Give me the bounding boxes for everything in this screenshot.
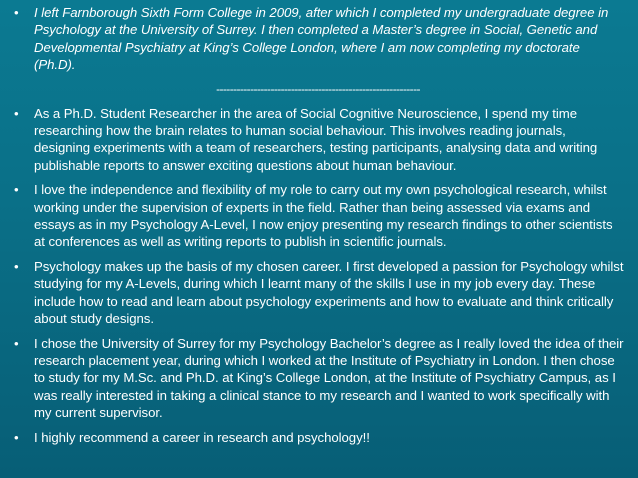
bullet-marker: • <box>14 5 19 20</box>
bullet-item <box>12 429 624 446</box>
bullet-item <box>12 258 624 328</box>
bullet-item <box>12 105 624 175</box>
bullet-marker: • <box>14 182 19 198</box>
bullet-marker: • <box>14 429 19 445</box>
bullet-text: I chose the University of Surrey for my Psychology Bachelor’s degree as I really loved the idea of their research placement year, during which I worked at the Institute of Psychiatry in London. I then chose to study for my M.Sc. and Ph.D. at King’s College London, at the Institute of Psychiatry Campus, as I was really interested in taking a clinical stance to my research and I wanted to work specifically with my current supervisor. <box>34 335 624 421</box>
bullet-item <box>12 181 624 251</box>
bullet-text: Psychology makes up the basis of my chosen career. I first developed a passion for Psychology whilst studying for my A-Levels, during which I learnt many of the skills I use in my job every day. These include how to read and learn about psychology experiments and how to evaluate and think critically about study designs. <box>34 258 624 327</box>
bullet-marker: • <box>14 258 19 274</box>
bullet-text: I love the independence and flexibility of my role to carry out my own psychological research, whilst working under the supervision of experts in the field. Rather than being assessed via exams and essays as in my Psychology A-Level, I now enjoy presenting my research findings to other scientists at conferences as well as writing reports to publish in scientific journals. <box>34 182 613 250</box>
section-divider: ------------------------------------------------------------ <box>216 81 420 96</box>
bullet-item <box>12 335 624 422</box>
bullet-marker: • <box>14 105 19 121</box>
intro-bullet <box>12 4 624 74</box>
bullet-marker: • <box>14 335 19 351</box>
bullet-text: As a Ph.D. Student Researcher in the area of Social Cognitive Neuroscience, I spend my time researching how the brain relates to human social behaviour. This involves reading journals, designing experiments with a team of researchers, testing participants, analysing data and writing publishable reports to answer exciting questions about human behaviour. <box>34 105 598 173</box>
intro-text: I left Farnborough Sixth Form College in 2009, after which I completed my undergraduate degree in Psychology at the University of Surrey. I then completed a Master’s degree in Social, Genetic and Developmental Psychiatry at King’s College London, where I am now completing my doctorate (Ph.D). <box>34 5 609 73</box>
bullet-text: I highly recommend a career in research and psychology!! <box>34 429 370 445</box>
